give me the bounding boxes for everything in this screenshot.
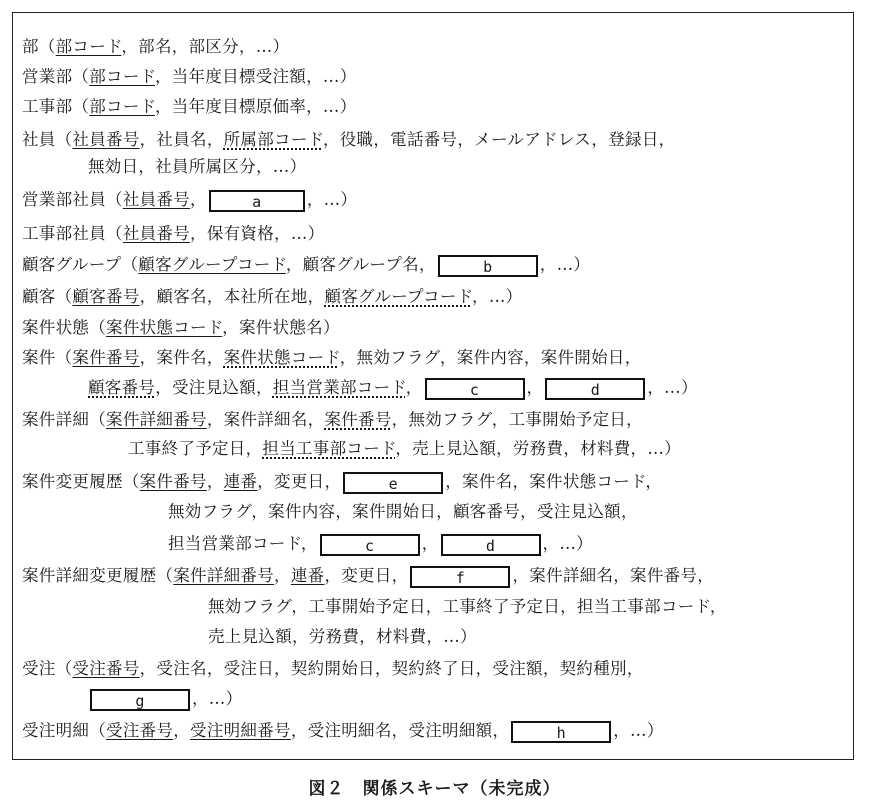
- attributes: ，無効フラグ，工事開始予定日，: [391, 410, 643, 429]
- primary-key: 社員番号: [72, 130, 140, 149]
- relation-name: 顧客グループ: [22, 255, 122, 274]
- primary-key: 受注番号: [72, 659, 140, 678]
- relation-project-history-cont2: 担当営業部コード， c ， d ，…）: [168, 534, 593, 555]
- separator: ，: [190, 190, 207, 209]
- primary-key: 受注明細番号: [190, 721, 291, 740]
- attributes: 売上見込額，労務費，材料費，…）: [208, 627, 477, 646]
- relation-name: 案件: [22, 348, 56, 367]
- foreign-key: 案件番号: [324, 410, 392, 429]
- primary-key: 連番: [290, 566, 325, 585]
- relation-name: 受注明細: [22, 721, 90, 740]
- relation-name: 部: [22, 37, 39, 56]
- attributes: ，顧客グループ名，: [285, 255, 436, 274]
- attributes: ，案件名，案件状態コード，: [445, 472, 663, 491]
- relation-project: 案件（案件番号，案件名，案件状態コード，無効フラグ，案件内容，案件開始日，: [22, 348, 642, 367]
- foreign-key: 顧客グループコード: [324, 287, 473, 306]
- relation-order-cont: [88, 688, 242, 711]
- attributes: ，案件状態名）: [222, 318, 340, 337]
- primary-key: 部コード: [55, 37, 122, 56]
- foreign-key: 顧客番号: [88, 378, 156, 397]
- attributes: ，受注名，受注日，契約開始日，契約終了日，受注額，契約種別，: [139, 659, 644, 678]
- blank-d-box: d: [441, 534, 541, 556]
- attributes: ，…）: [472, 287, 523, 306]
- relation-dept: 部（部コード，部名，部区分，…）: [22, 37, 290, 56]
- relation-project-detail-history-cont: [208, 596, 727, 618]
- relation-sales-employee: 営業部社員（社員番号， a ，…）: [22, 190, 358, 211]
- relation-name: 案件詳細変更履歴: [22, 566, 157, 585]
- attributes: ，…）: [542, 534, 593, 553]
- relation-construction-dept: 工事部（部コード，当年度目標原価率，…）: [22, 97, 357, 116]
- relation-name: 営業部社員: [22, 190, 106, 209]
- relation-project-status: 案件状態（案件状態コード，案件状態名）: [22, 318, 340, 337]
- attributes: ，…）: [306, 190, 358, 209]
- attributes: 無効フラグ，案件内容，案件開始日，顧客番号，受注見込額，: [168, 502, 638, 521]
- relation-name: 案件状態: [22, 318, 90, 337]
- primary-key: 連番: [223, 472, 258, 491]
- foreign-key: 担当営業部コード: [272, 378, 406, 397]
- attributes: ，受注明細名，受注明細額，: [290, 721, 510, 740]
- relation-project-cont: 顧客番号，受注見込額，担当営業部コード， c ， d ，…）: [88, 378, 698, 399]
- relation-project-detail-history: 案件詳細変更履歴（案件詳細番号，連番，変更日， f ，案件詳細名，案件番号，: [22, 566, 715, 587]
- relation-project-history-cont: [168, 501, 638, 523]
- relation-customer-group: 顧客グループ（顧客グループコード，顧客グループ名， b ，…）: [22, 255, 591, 276]
- attributes: ，社員名，: [139, 130, 224, 149]
- relation-name: 工事部社員: [22, 224, 106, 243]
- primary-key: 案件番号: [72, 348, 140, 367]
- relation-order: 受注（受注番号，受注名，受注日，契約開始日，契約終了日，受注額，契約種別，: [22, 659, 644, 678]
- attributes: ，案件名，: [139, 348, 224, 367]
- blank-e-box: e: [343, 472, 443, 494]
- attributes: ，…）: [613, 721, 664, 740]
- attributes: ，保有資格，…）: [190, 224, 325, 243]
- attributes: ，受注見込額，: [155, 378, 273, 397]
- primary-key: 案件番号: [139, 472, 207, 491]
- attributes: ，変更日，: [324, 566, 409, 585]
- relation-name: 案件詳細: [22, 410, 90, 429]
- primary-key: 受注番号: [106, 721, 174, 740]
- relation-name: 顧客: [22, 287, 56, 306]
- relation-project-detail: 案件詳細（案件詳細番号，案件詳細名，案件番号，無効フラグ，工事開始予定日，: [22, 410, 643, 429]
- attributes: ，案件詳細名，: [206, 410, 325, 429]
- blank-d-box: d: [545, 378, 645, 400]
- primary-key: 案件状態コード: [106, 318, 223, 337]
- primary-key: 顧客グループコード: [138, 255, 286, 274]
- relation-name: 工事部: [22, 97, 73, 116]
- relation-construction-employee: 工事部社員（社員番号，保有資格，…）: [22, 224, 325, 243]
- attributes: ，部名，部区分，…）: [121, 37, 290, 56]
- blank-h-box: h: [511, 721, 611, 743]
- primary-key: 部コード: [89, 67, 155, 86]
- blank-a-box: a: [209, 190, 305, 212]
- foreign-key: 所属部コード: [223, 130, 323, 149]
- attributes: ，変更日，: [257, 472, 342, 491]
- attributes: 担当営業部コード，: [168, 534, 318, 553]
- attributes: ，顧客名，本社所在地，: [139, 287, 325, 306]
- relation-project-detail-history-cont2: [208, 626, 477, 648]
- foreign-key: 案件状態コード: [223, 348, 340, 367]
- blank-g-box: g: [90, 689, 190, 711]
- attributes: 工事終了予定日，: [128, 439, 263, 458]
- attributes: ，案件詳細名，案件番号，: [512, 566, 715, 585]
- attributes: 無効フラグ，工事開始予定日，工事終了予定日，担当工事部コード，: [208, 597, 727, 616]
- attributes: ，…）: [192, 689, 243, 708]
- blank-f-box: f: [410, 566, 510, 588]
- foreign-key: 担当工事部コード: [262, 439, 396, 458]
- attributes: ，無効フラグ，案件内容，案件開始日，: [339, 348, 642, 367]
- primary-key: 顧客番号: [72, 287, 140, 306]
- attributes: ，当年度目標原価率，…）: [154, 97, 357, 116]
- relation-name: 社員: [22, 130, 56, 149]
- relation-name: 営業部: [22, 67, 73, 86]
- primary-key: 社員番号: [122, 224, 191, 243]
- relation-sales-dept: 営業部（部コード，当年度目標受注額，…）: [22, 67, 357, 86]
- attributes: ，売上見込額，労務費，材料費，…）: [395, 439, 681, 458]
- relation-order-detail: 受注明細（受注番号，受注明細番号，受注明細名，受注明細額， h ，…）: [22, 721, 664, 742]
- relation-employee-cont: [88, 156, 306, 178]
- attributes: ，役職，電話番号，メールアドレス，登録日，: [322, 130, 676, 149]
- blank-b-box: b: [438, 255, 538, 277]
- relation-employee: 社員（社員番号，社員名，所属部コード，役職，電話番号，メールアドレス，登録日，: [22, 130, 676, 149]
- relation-customer: 顧客（顧客番号，顧客名，本社所在地，顧客グループコード，…）: [22, 287, 523, 306]
- relation-name: 案件変更履歴: [22, 472, 123, 491]
- primary-key: 案件詳細番号: [106, 410, 207, 429]
- attributes: ，…）: [647, 378, 698, 397]
- primary-key: 部コード: [89, 97, 155, 116]
- attributes: ，…）: [539, 255, 591, 274]
- attributes: ，当年度目標受注額，…）: [154, 67, 357, 86]
- attributes: 無効日，社員所属区分，…）: [88, 157, 307, 176]
- primary-key: 案件詳細番号: [173, 566, 275, 585]
- relation-project-history: 案件変更履歴（案件番号，連番，変更日， e ，案件名，案件状態コード，: [22, 472, 663, 493]
- blank-c-box: c: [425, 378, 525, 400]
- blank-c-box: c: [320, 534, 420, 556]
- relation-project-detail-cont: [128, 438, 681, 460]
- primary-key: 社員番号: [122, 190, 191, 209]
- relation-name: 受注: [22, 659, 56, 678]
- figure-caption: 図２ 関係スキーマ（未完成）: [308, 779, 561, 799]
